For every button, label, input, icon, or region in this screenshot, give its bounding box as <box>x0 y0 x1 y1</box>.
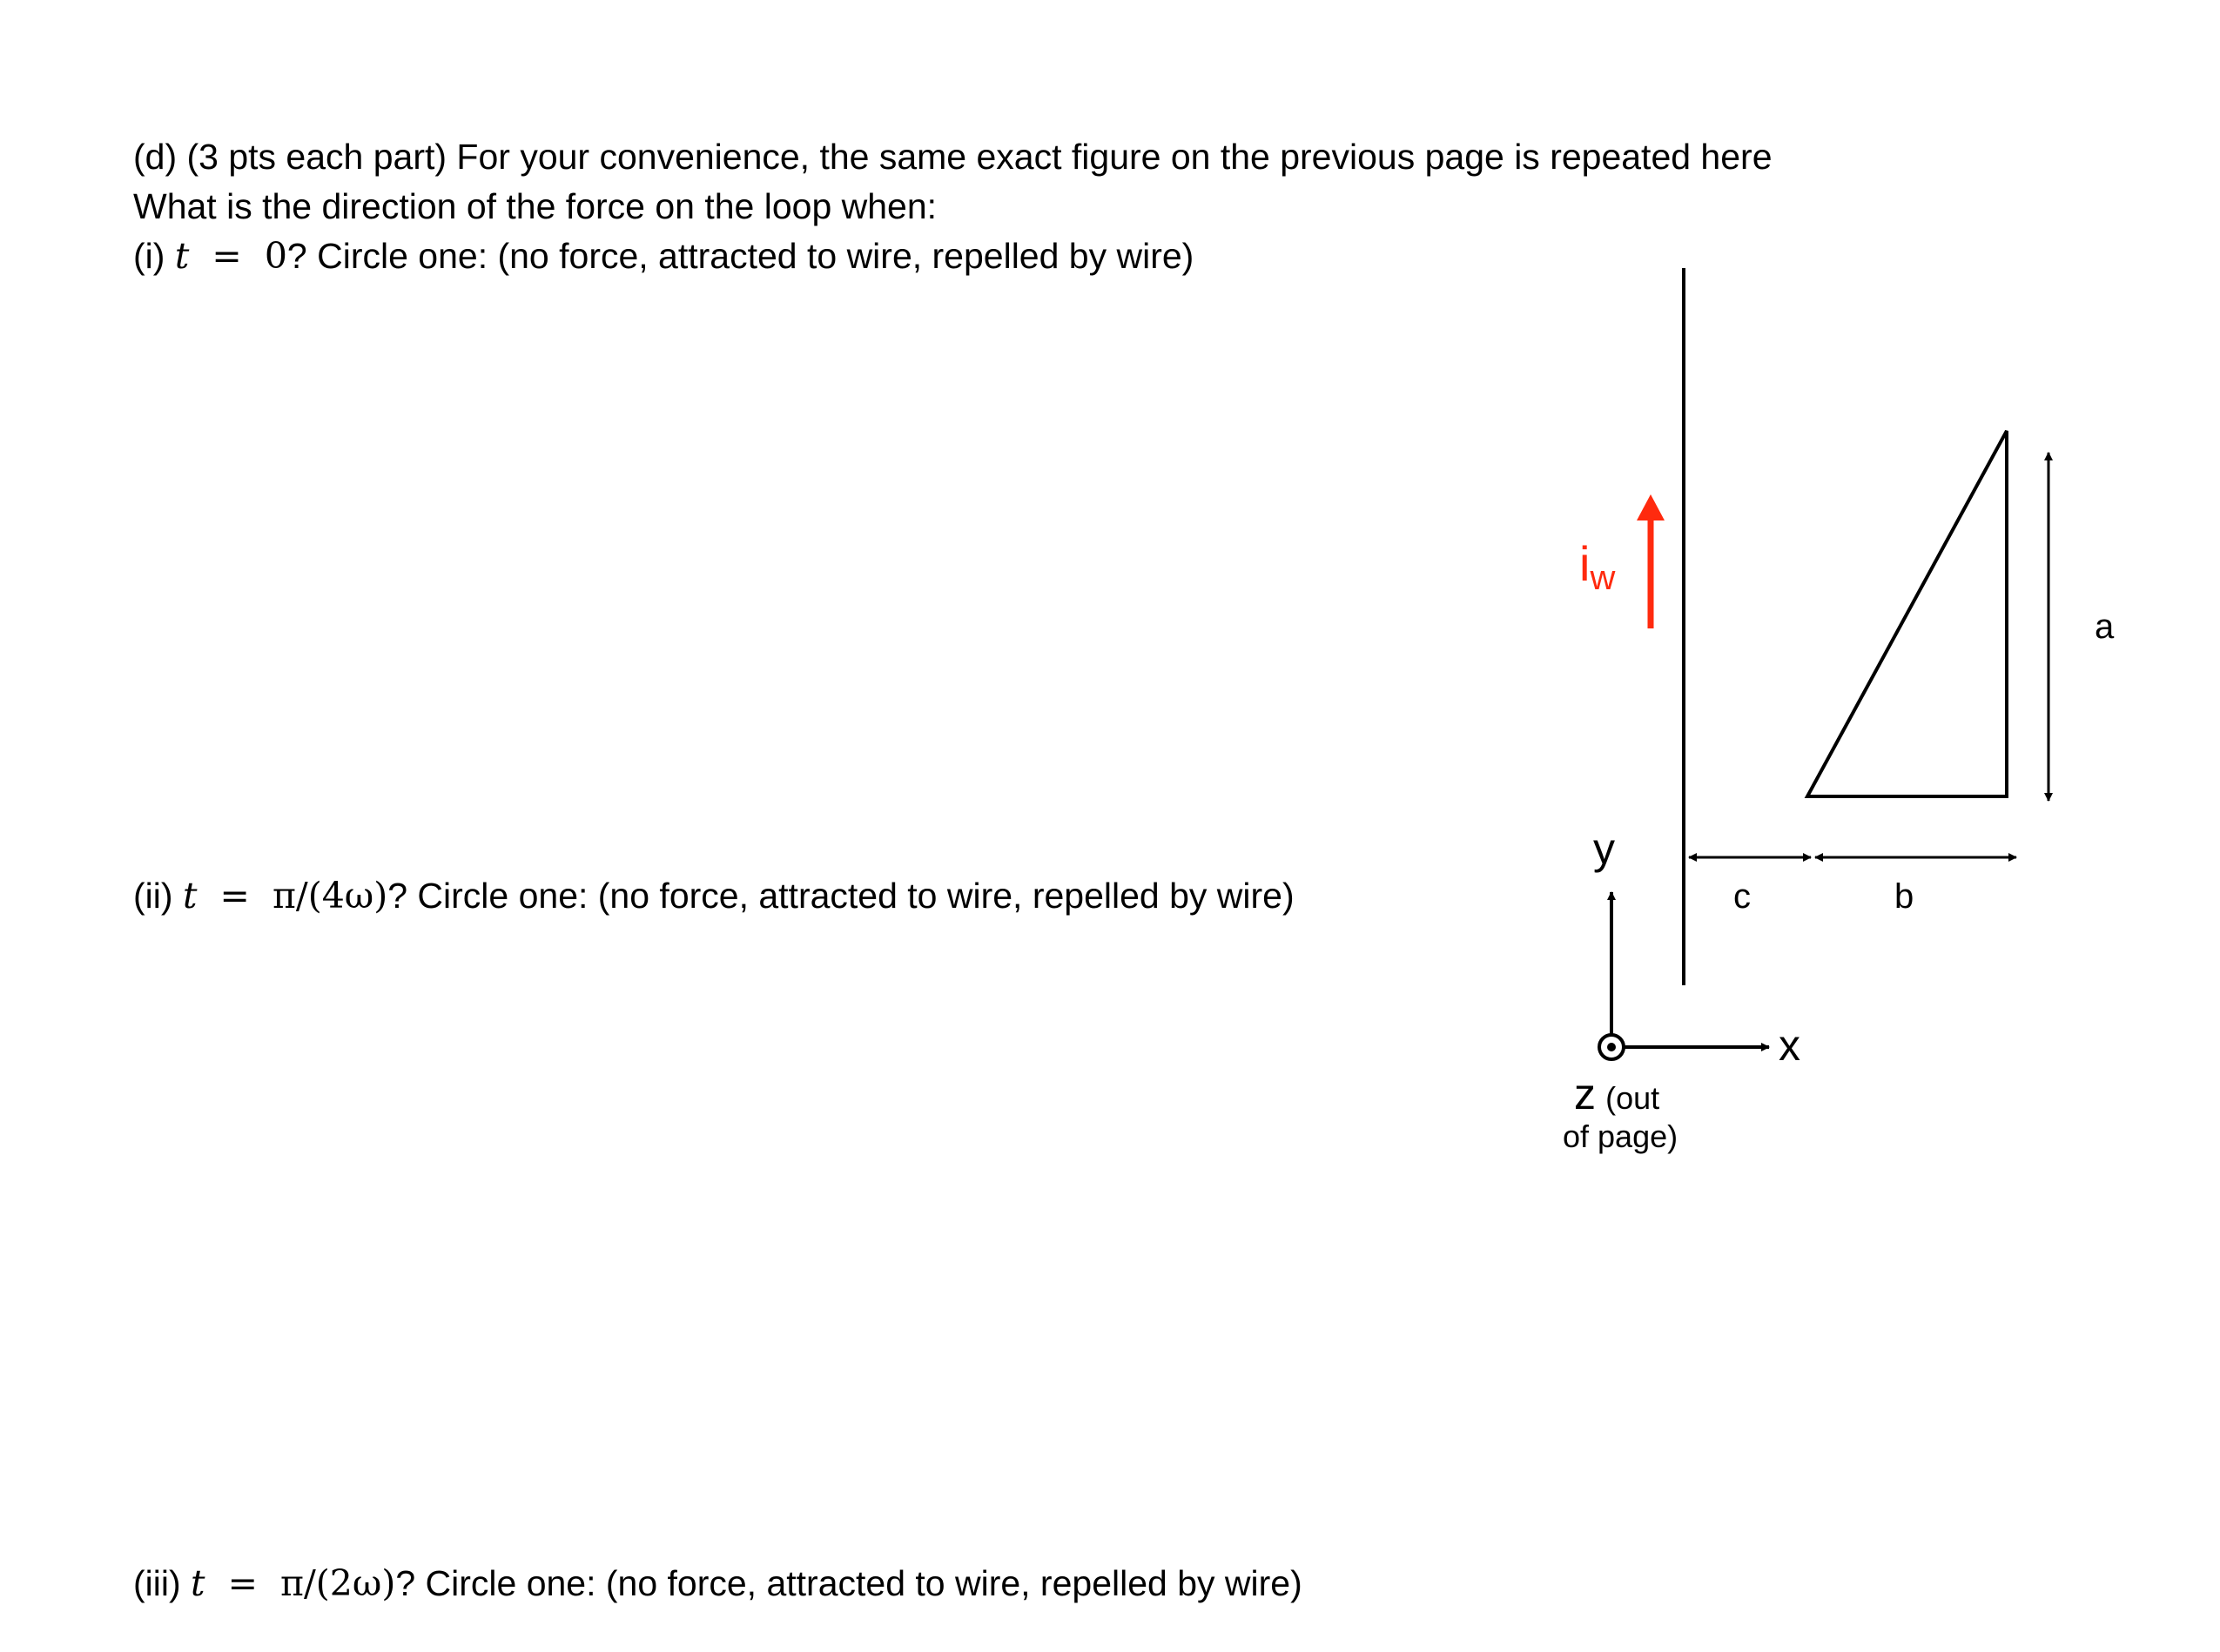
question-header: (d) (3 pts each part) For your convenience, the same exact figure on the previous page is repeated here <box>133 137 1773 177</box>
part-iii-time-var: t <box>191 1562 205 1604</box>
part-ii-equals: = <box>219 875 250 917</box>
part-ii-prefix: (ii) <box>133 876 173 916</box>
part-i-time-var: t <box>174 235 190 277</box>
part-iii-choices: ? Circle one: (no force, attracted to wire, repelled by wire) <box>395 1563 1302 1603</box>
axis-z-letter: z <box>1574 1070 1596 1118</box>
part-ii-time-var: t <box>182 875 198 917</box>
axis-y-label: y <box>1593 824 1615 873</box>
dimension-b-label: b <box>1894 877 1914 916</box>
part-ii-choices: ? Circle one: (no force, attracted to wire, repelled by wire) <box>387 876 1295 916</box>
part-iii-prefix: (iii) <box>133 1563 181 1603</box>
part-i-prefix: (i) <box>133 236 165 276</box>
part-ii-time-value: π/(4ω) <box>272 875 388 917</box>
dimension-c-label: c <box>1733 877 1751 916</box>
question-prompt: What is the direction of the force on the loop when: <box>133 186 938 226</box>
part-iii-time-value: π/(2ω) <box>280 1562 396 1604</box>
part-i-equals: = <box>212 235 242 277</box>
z-axis-out-of-page-icon <box>1599 1035 1624 1059</box>
part-i-time-value: 0 <box>264 235 287 277</box>
part-i-choices: ? Circle one: (no force, attracted to wire, repelled by wire) <box>286 236 1194 276</box>
axis-x-label: x <box>1779 1021 1800 1070</box>
current-label-i: i <box>1579 536 1591 591</box>
current-arrow-icon <box>1637 494 1665 628</box>
part-iii-equals: = <box>227 1562 258 1604</box>
current-label-subscript: w <box>1590 559 1616 597</box>
dimension-a-label: a <box>2095 608 2115 646</box>
axis-z-note-line1: (out <box>1605 1080 1660 1116</box>
axis-z-label <box>1574 1072 1659 1116</box>
triangle-loop <box>1807 431 2007 796</box>
current-label <box>1579 536 1616 597</box>
axis-z-note-line2: of page) <box>1563 1118 1678 1154</box>
